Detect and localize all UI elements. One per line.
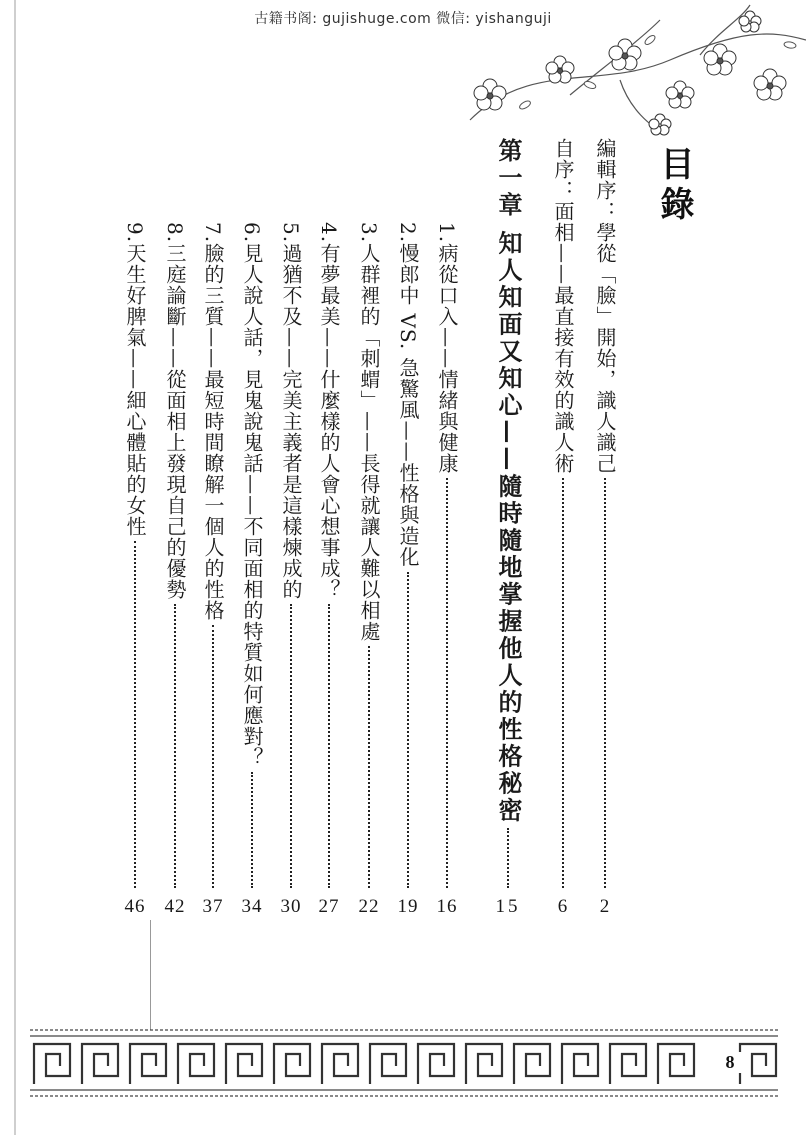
toc-entry-text: 第一章 知人知面又知心——隨時隨地掌握他人的性格秘密: [494, 138, 523, 825]
toc-entry-section-1[interactable]: [432, 222, 462, 918]
toc-entry-text: 7.臉的三質——最短時間瞭解一個人的性格: [201, 222, 225, 622]
toc-entry-section-8[interactable]: [160, 222, 190, 918]
toc-entry-section-9[interactable]: [120, 222, 150, 918]
toc-page-number: 42: [164, 896, 186, 917]
toc-entry-text: 自序：面相——最直接有效的識人術: [551, 138, 575, 474]
toc-entry-chapter-1[interactable]: [488, 138, 528, 918]
toc-entry-editor-preface[interactable]: [590, 138, 620, 918]
toc-entry-section-5[interactable]: [276, 222, 306, 918]
toc-page-number: 34: [241, 896, 263, 917]
toc-entry-section-4[interactable]: [314, 222, 344, 918]
toc-page-number: 37: [202, 896, 224, 917]
page-title: 目錄: [654, 146, 694, 226]
leader-dots: [251, 772, 253, 888]
toc-entry-text: 8.三庭論斷——從面相上發現自己的優勢: [163, 222, 187, 601]
toc-entry-text: 1.病從口入——情緒與健康: [435, 222, 459, 475]
toc-page-number: 46: [124, 896, 146, 917]
meander-border: [30, 1022, 778, 1104]
toc-entry-text: 3.人群裡的「刺蝟」——長得就讓人難以相處: [357, 222, 381, 643]
leader-dots: [562, 478, 564, 888]
toc-page-number: 6: [557, 896, 569, 917]
toc-entry-text: 5.過猶不及——完美主義者是這樣煉成的: [279, 222, 303, 601]
toc-entry-section-6[interactable]: [237, 222, 267, 918]
watermark: 古籍书阁: gujishuge.com 微信: yishanguji: [254, 11, 552, 27]
toc-page-number: 22: [358, 896, 380, 917]
toc-entry-author-preface[interactable]: [548, 138, 578, 918]
leader-dots: [290, 604, 292, 888]
leader-dots: [604, 478, 606, 888]
toc-page-number: 2: [599, 896, 611, 917]
toc-entry-text: 2.慢郎中 VS. 急驚風——性格與造化: [396, 222, 420, 568]
toc-page-number: 19: [397, 896, 419, 917]
leader-dots: [174, 604, 176, 888]
plum-blossom-decoration: [450, 0, 806, 140]
toc-entry-section-2[interactable]: [393, 222, 423, 918]
leader-dots: [368, 646, 370, 888]
leader-dots: [212, 625, 214, 888]
toc-page-number: 15: [495, 896, 521, 917]
leader-dots: [328, 604, 330, 888]
toc-page-number: 16: [436, 896, 458, 917]
toc-entry-section-7[interactable]: [198, 222, 228, 918]
toc-entry-text: 4.有夢最美——什麼樣的人會心想事成？: [317, 222, 341, 601]
leader-dots: [134, 541, 136, 888]
toc-entry-text: 編輯序：學從「臉」開始，識人識己: [593, 138, 617, 474]
toc-entry-section-3[interactable]: [354, 222, 384, 918]
page-number: 8: [718, 1052, 742, 1073]
toc-entry-text: 6.見人說人話，見鬼說鬼話——不同面相的特質如何應對？: [240, 222, 264, 769]
toc-page-number: 30: [280, 896, 302, 917]
toc-page-number: 27: [318, 896, 340, 917]
toc-entry-text: 9.天生好脾氣——細心體貼的女性: [123, 222, 147, 538]
leader-dots: [407, 572, 409, 888]
leader-dots: [446, 478, 448, 888]
margin-rule: [150, 920, 151, 1030]
binding-edge: [14, 0, 16, 1135]
leader-dots: [507, 828, 509, 888]
